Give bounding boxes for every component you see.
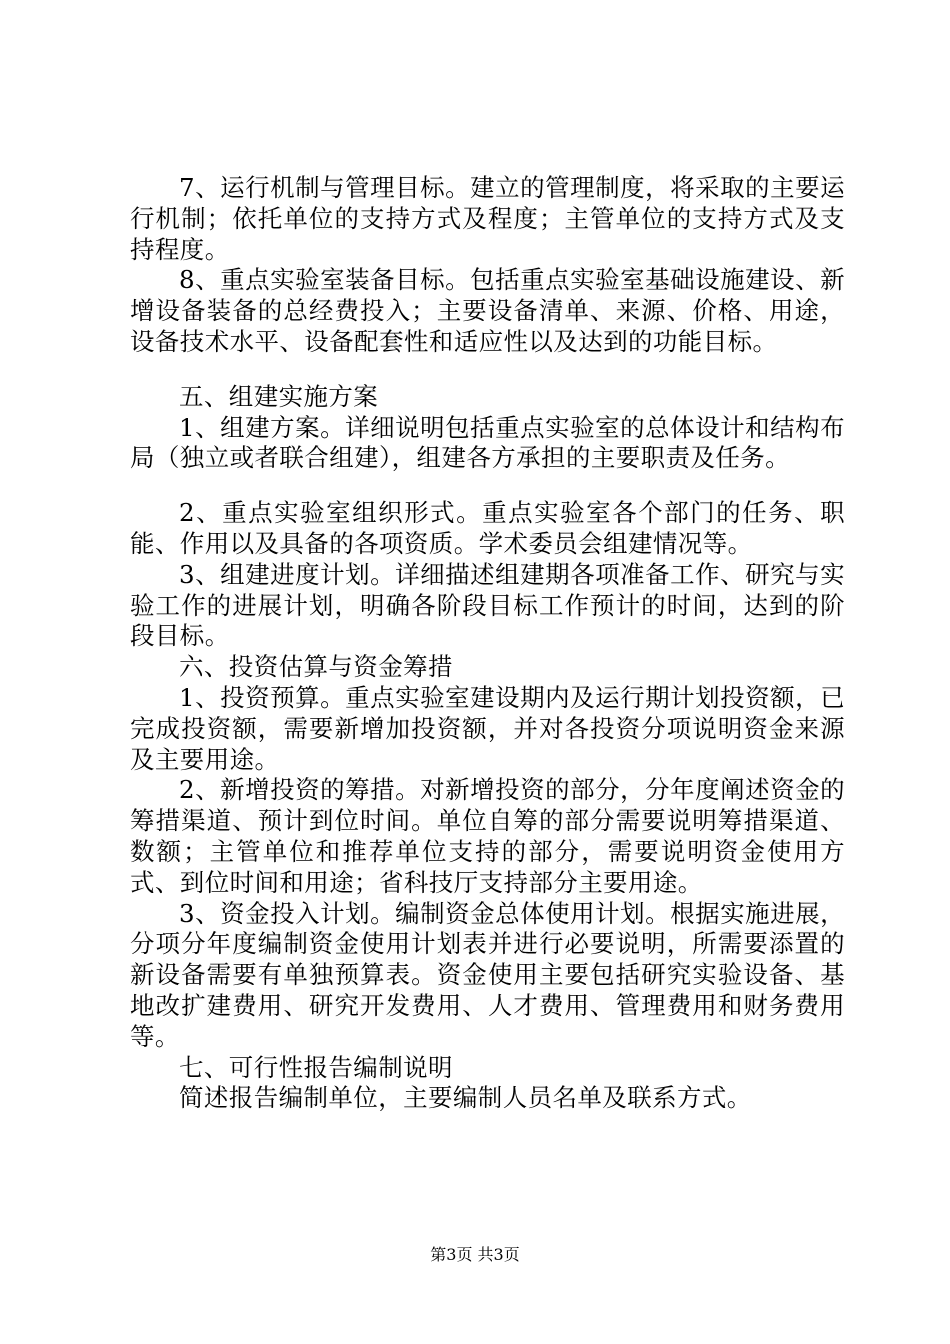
section-heading-investment: 六、投资估算与资金筹措	[179, 652, 453, 682]
paragraph-construction-plan: 1、组建方案。详细说明包括重点实验室的总体设计和结构布局（独立或者联合组建），组建各方承担的主要职责及任务。	[130, 412, 845, 473]
paragraph-investment-budget: 1、投资预算。重点实验室建设期内及运行期计划投资额，已完成投资额，需要新增加投资额，并对各投资分项说明资金来源及主要用途。	[130, 682, 845, 774]
page-footer: 第3页 共3页	[430, 1245, 520, 1264]
paragraph-new-investment-funding: 2、新增投资的筹措。对新增投资的部分，分年度阐述资金的筹措渠道、预计到位时间。单位自筹的部分需要说明筹措渠道、数额；主管单位和推荐单位支持的部分，需要说明资金使用方式、到位时间和用途；省科技厅支持部分主要用途。	[130, 775, 845, 897]
paragraph-equipment-goals: 8、重点实验室装备目标。包括重点实验室基础设施建设、新增设备装备的总经费投入；主要设备清单、来源、价格、用途，设备技术水平、设备配套性和适应性以及达到的功能目标。	[130, 265, 845, 356]
paragraph-spacer	[130, 474, 845, 498]
paragraph-report-authors: 简述报告编制单位，主要编制人员名单及联系方式。	[179, 1083, 752, 1113]
section-heading-implementation: 五、组建实施方案	[179, 381, 379, 411]
document-body	[130, 173, 845, 1114]
paragraph-operation-mechanism: 7、运行机制与管理目标。建立的管理制度，将采取的主要运行机制；依托单位的支持方式及程度；主管单位的支持方式及支持程度。	[130, 173, 845, 264]
paragraph-progress-plan: 3、组建进度计划。详细描述组建期各项准备工作、研究与实验工作的进展计划，明确各阶段目标工作预计的时间，达到的阶段目标。	[130, 559, 845, 651]
section-heading-report-notes: 七、可行性报告编制说明	[179, 1052, 453, 1082]
paragraph-spacer	[130, 358, 845, 382]
paragraph-funding-plan: 3、资金投入计划。编制资金总体使用计划。根据实施进展，分项分年度编制资金使用计划表并进行必要说明，所需要添置的新设备需要有单独预算表。资金使用主要包括研究实验设备、基地改扩建费用、研究开发费用、人才费用、管理费用和财务费用等。	[130, 898, 845, 1051]
paragraph-organization-form: 2、重点实验室组织形式。重点实验室各个部门的任务、职能、作用以及具备的各项资质。学术委员会组建情况等。	[130, 498, 845, 558]
